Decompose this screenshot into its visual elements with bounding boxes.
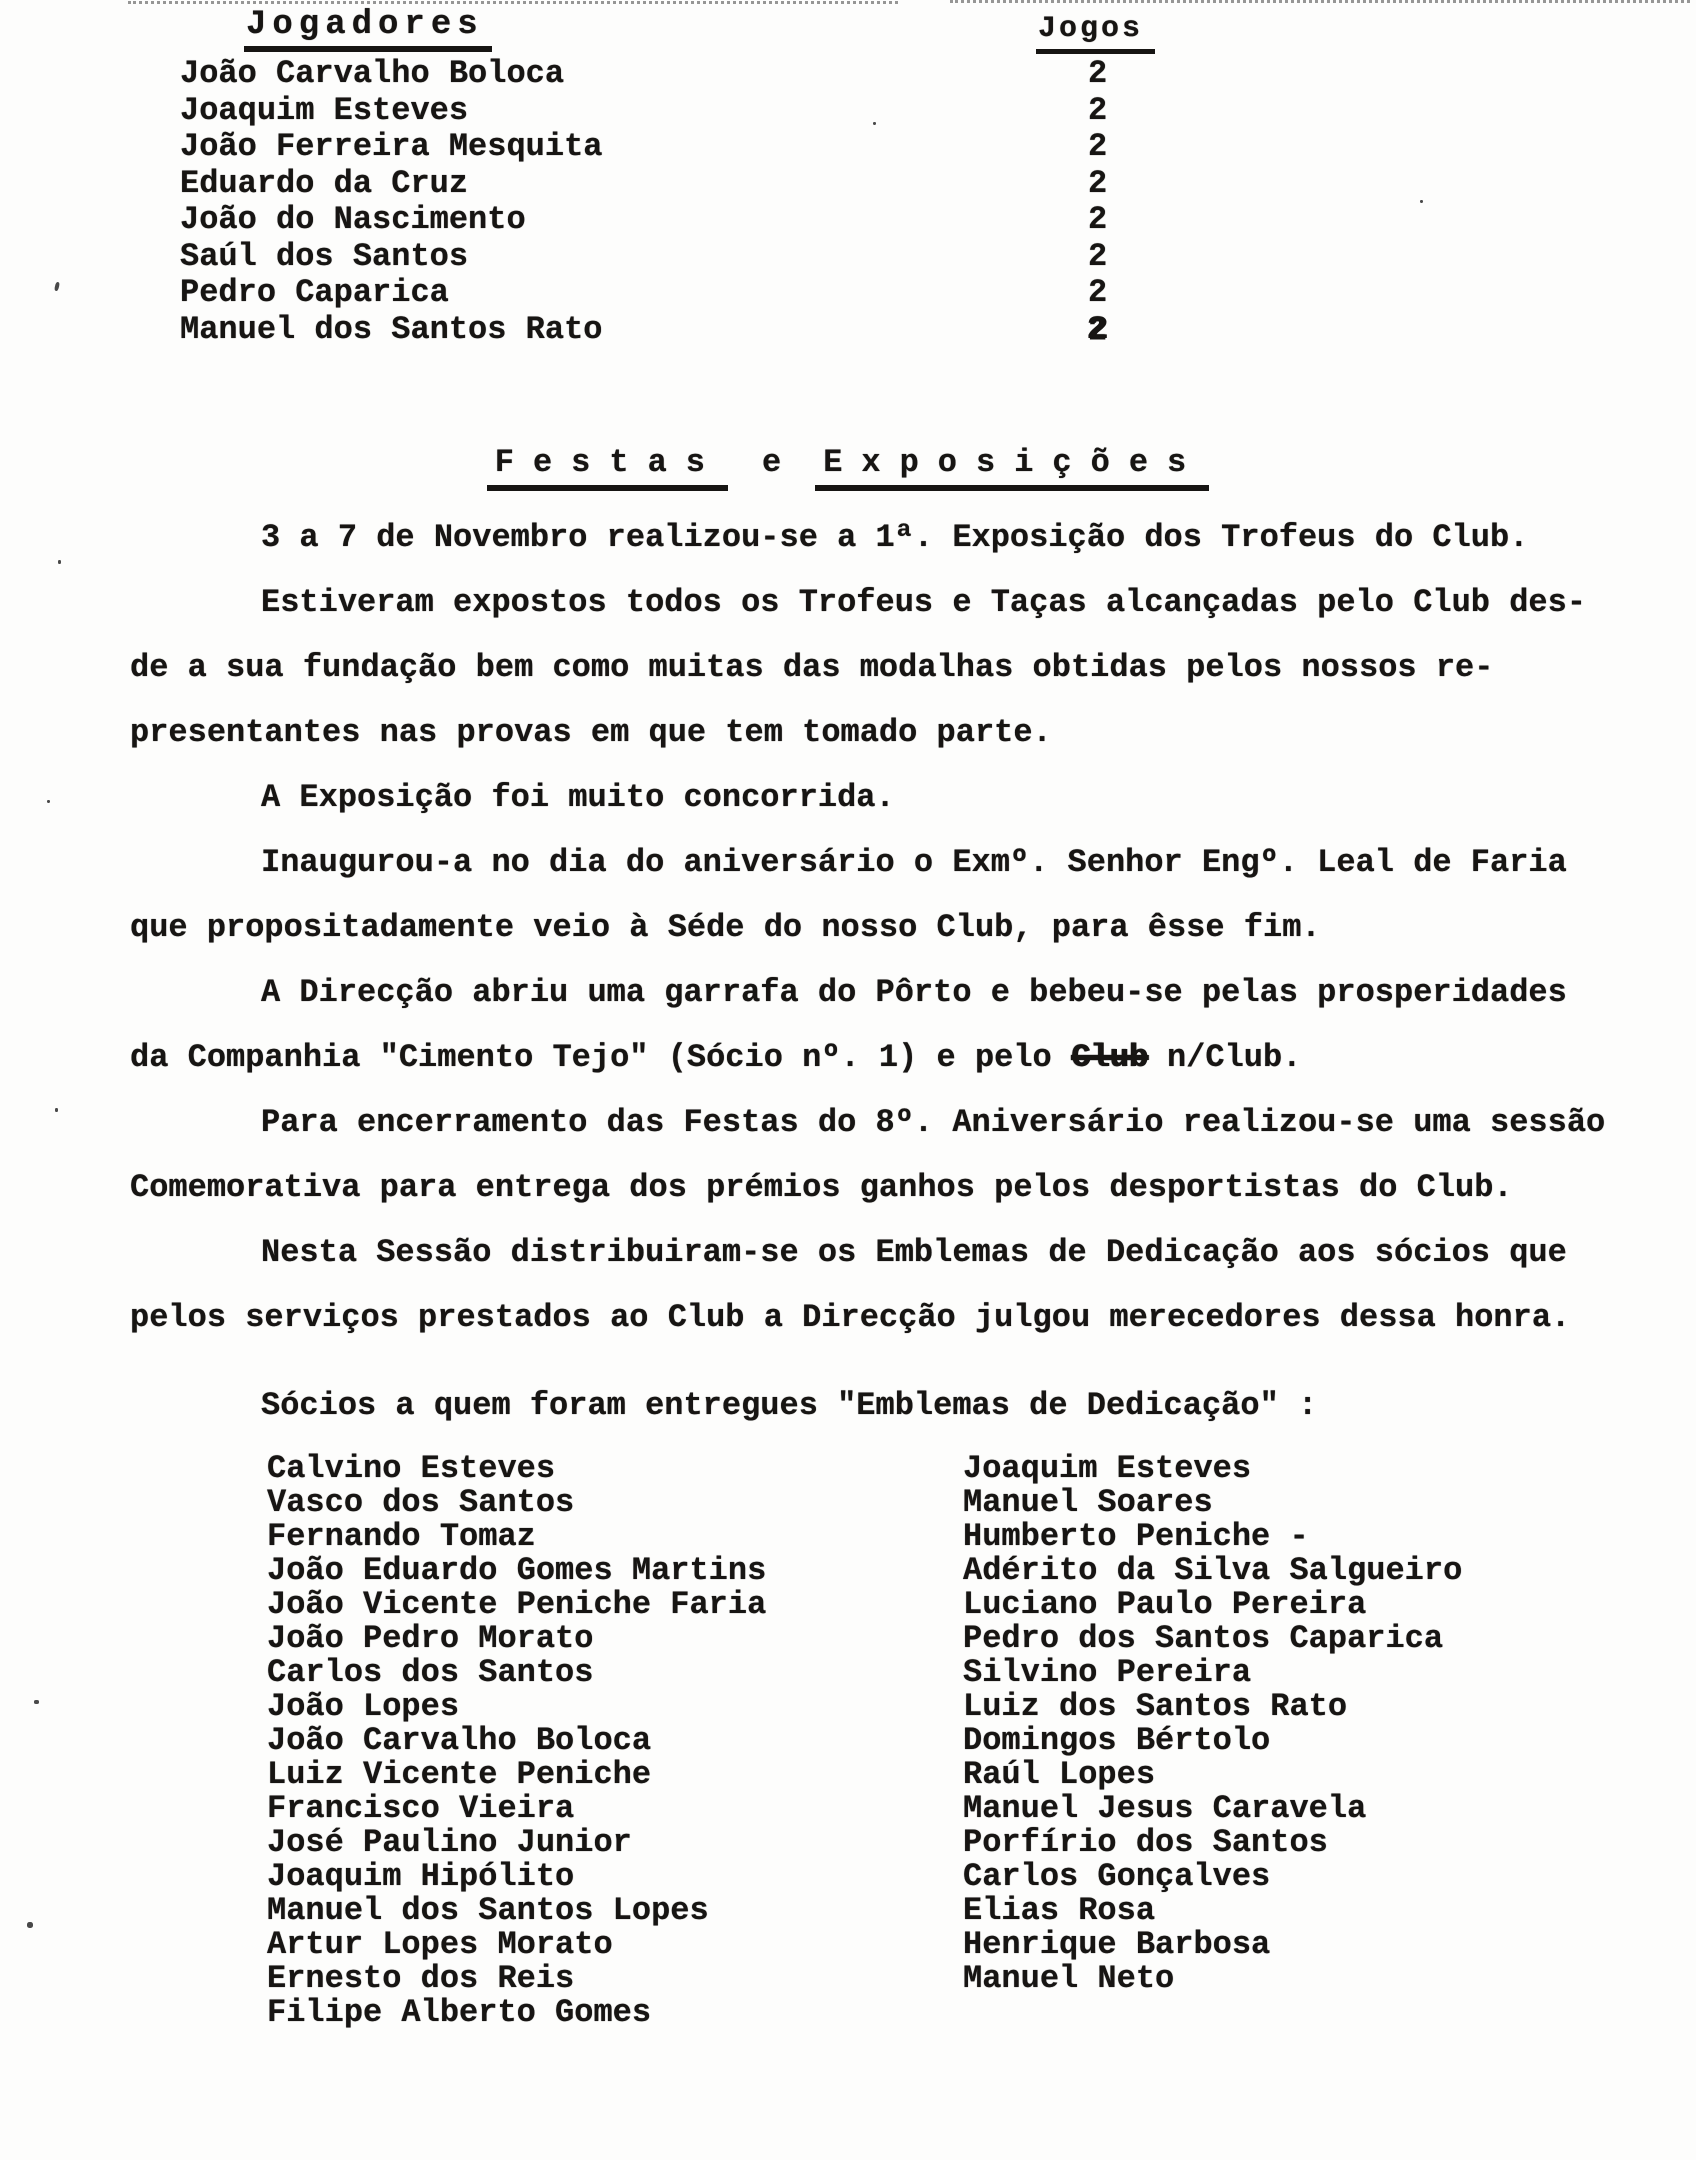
body-line: A Direcção abriu uma garrafa do Pôrto e bebeu-se pelas prosperidades	[261, 974, 1567, 1011]
member-name: Adérito da Silva Salgueiro	[963, 1552, 1463, 1589]
members-column-left	[267, 1452, 766, 2030]
member-name: José Paulino Junior	[267, 1824, 632, 1861]
member-name: Henrique Barbosa	[963, 1926, 1271, 1963]
member-name: Silvino Pereira	[963, 1654, 1252, 1691]
member-name: Manuel dos Santos Lopes	[267, 1892, 709, 1929]
player-row	[130, 93, 1390, 130]
struck-word: Club	[1070, 1039, 1148, 1076]
scan-speck	[34, 1700, 39, 1704]
member-name: Manuel Soares	[963, 1484, 1213, 1521]
section-title-word: e	[761, 444, 782, 481]
scan-speck	[47, 800, 50, 803]
member-name: Manuel Jesus Caravela	[963, 1790, 1367, 1827]
member-name: Francisco Vieira	[267, 1790, 575, 1827]
member-name: Carlos dos Santos	[267, 1654, 594, 1691]
member-name: Luciano Paulo Pereira	[963, 1586, 1367, 1623]
member-name: Calvino Esteves	[267, 1450, 556, 1487]
member-name: Vasco dos Santos	[267, 1484, 575, 1521]
player-games: 2	[1088, 274, 1108, 311]
body-line: A Exposição foi muito concorrida.	[261, 779, 895, 816]
players-column-header: Jogadores	[244, 6, 492, 52]
body-line: Nesta Sessão distribuiram-se os Emblemas de Dedicação aos sócios que	[261, 1234, 1567, 1271]
body-line: de a sua fundação bem como muitas das modalhas obtidas pelos nossos re-	[130, 649, 1494, 686]
body-line-with-strikethrough	[130, 1025, 1670, 1090]
player-games: 2	[1088, 164, 1108, 202]
body-line: Inaugurou-a no dia do aniversário o Exmº. Senhor Engº. Leal de Faria	[261, 844, 1567, 881]
player-games: 2	[1088, 201, 1108, 238]
member-name: Joaquim Esteves	[963, 1450, 1252, 1487]
member-name: Luiz Vicente Peniche	[267, 1756, 652, 1793]
member-name: João Pedro Morato	[267, 1620, 594, 1657]
member-name: João Vicente Peniche Faria	[267, 1586, 767, 1623]
body-line: Sócios a quem foram entregues "Emblemas de Dedicação" :	[261, 1387, 1318, 1424]
member-name: Manuel Neto	[963, 1960, 1175, 1997]
member-name: Domingos Bértolo	[963, 1722, 1271, 1759]
member-name: Elias Rosa	[963, 1892, 1156, 1929]
scan-speck	[58, 560, 61, 564]
player-name: João do Nascimento	[180, 201, 526, 238]
body-line: pelos serviços prestados ao Club a Direcção julgou merecedores dessa honra.	[130, 1299, 1571, 1336]
scan-speck	[1420, 200, 1423, 203]
scan-speck	[27, 1922, 33, 1928]
section-title-word: Exposições	[815, 444, 1209, 491]
player-row	[130, 275, 1390, 312]
member-name: Pedro dos Santos Caparica	[963, 1620, 1444, 1657]
player-name: Pedro Caparica	[180, 274, 449, 311]
player-name: Saúl dos Santos	[180, 237, 469, 275]
player-row	[130, 166, 1390, 203]
body-line: que propositadamente veio à Séde do nosso Club, para êsse fim.	[130, 909, 1321, 946]
member-name: Fernando Tomaz	[267, 1518, 536, 1555]
member-name: Luiz dos Santos Rato	[963, 1688, 1348, 1725]
body-line: 3 a 7 de Novembro realizou-se a 1ª. Exposição dos Trofeus do Club.	[261, 519, 1529, 556]
player-row	[130, 312, 1390, 349]
player-games: 2	[1088, 237, 1108, 275]
member-name: Ernesto dos Reis	[267, 1960, 575, 1997]
members-column-right	[963, 1452, 1462, 1996]
body-line-suffix: n/Club.	[1147, 1039, 1302, 1076]
player-row	[130, 202, 1390, 239]
scan-speck	[55, 1108, 58, 1112]
player-name: João Carvalho Boloca	[180, 55, 565, 92]
player-name: Joaquim Esteves	[180, 91, 469, 129]
member-name: Filipe Alberto Gomes	[267, 1994, 652, 2031]
member-name: Porfírio dos Santos	[963, 1824, 1328, 1861]
body-text	[130, 505, 1670, 1438]
player-row	[130, 56, 1390, 93]
games-column-header: Jogos	[1036, 12, 1155, 54]
players-table	[130, 56, 1390, 348]
player-name: Eduardo da Cruz	[180, 164, 469, 202]
section-title-word: Festas	[487, 444, 728, 491]
player-games: 2	[1088, 128, 1108, 165]
player-games: 2	[1088, 55, 1108, 92]
member-name: Artur Lopes Morato	[267, 1926, 613, 1963]
body-line: Para encerramento das Festas do 8º. Aniversário realizou-se uma sessão	[261, 1104, 1606, 1141]
member-name: João Eduardo Gomes Martins	[267, 1552, 767, 1589]
body-line: presentantes nas provas em que tem tomado parte.	[130, 714, 1052, 751]
body-line: Estiveram expostos todos os Trofeus e Taças alcançadas pelo Club des-	[261, 584, 1587, 621]
player-name: João Ferreira Mesquita	[180, 128, 603, 165]
player-games-overstruck: 2	[1088, 310, 1108, 348]
member-name: Joaquim Hipólito	[267, 1858, 575, 1895]
player-row	[130, 129, 1390, 166]
member-name: Humberto Peniche -	[963, 1518, 1309, 1555]
member-name: Carlos Gonçalves	[963, 1858, 1271, 1895]
member-name: João Carvalho Boloca	[267, 1722, 652, 1759]
player-row	[130, 239, 1390, 276]
section-title	[0, 444, 1696, 491]
member-name: Raúl Lopes	[963, 1756, 1156, 1793]
member-name: João Lopes	[267, 1688, 460, 1725]
player-name: Manuel dos Santos Rato	[180, 310, 603, 348]
body-line: Comemorativa para entrega dos prémios ganhos pelos desportistas do Club.	[130, 1169, 1513, 1206]
scan-noise-line	[128, 1, 898, 4]
player-games: 2	[1088, 91, 1108, 129]
scan-speck	[54, 282, 60, 292]
scan-noise-line	[950, 0, 1690, 3]
body-line-prefix: da Companhia "Cimento Tejo" (Sócio nº. 1) e pelo	[130, 1039, 1071, 1076]
